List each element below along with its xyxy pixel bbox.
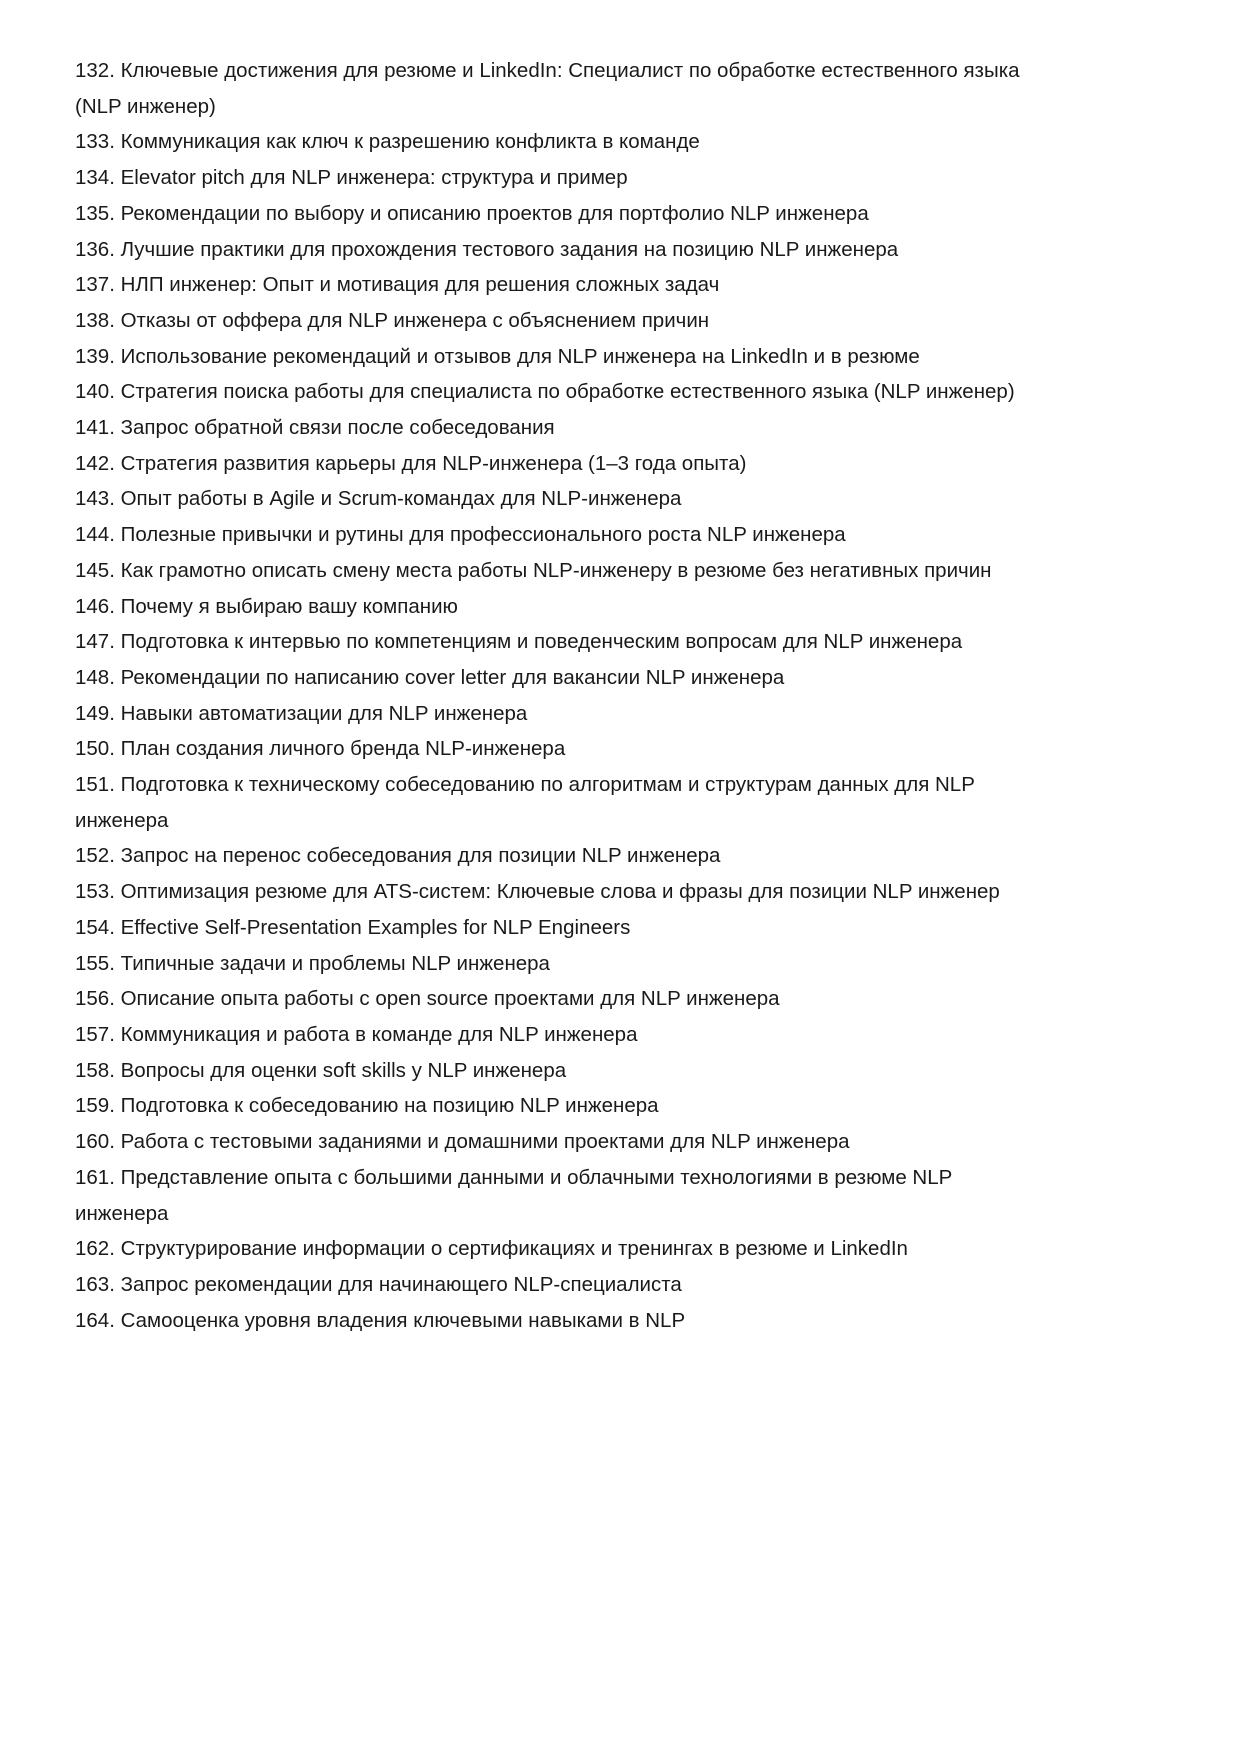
list-item: 139. Использование рекомендаций и отзывов для NLP инженера на LinkedIn и в резюме	[75, 344, 920, 368]
list-item: 136. Лучшие практики для прохождения тестового задания на позицию NLP инженера	[75, 237, 899, 261]
list-item: 135. Рекомендации по выбору и описанию проектов для портфолио NLP инженера	[75, 201, 869, 225]
list-item: 155. Типичные задачи и проблемы NLP инженера	[75, 951, 550, 975]
list-item: 134. Elevator pitch для NLP инженера: структура и пример	[75, 166, 628, 190]
list-item: 149. Навыки автоматизации для NLP инженера	[75, 701, 528, 725]
list-item: 150. План создания личного бренда NLP-инженера	[75, 737, 566, 761]
list-item: 133. Коммуникация как ключ к разрешению конфликта в команде	[75, 130, 700, 154]
list-item: 151. Подготовка к техническому собеседованию по алгоритмам и структурам данных для NLP инженера	[75, 773, 975, 832]
list-item: 152. Запрос на перенос собеседования для позиции NLP инженера	[75, 844, 721, 868]
document-list	[75, 53, 1035, 1338]
list-item: 142. Стратегия развития карьеры для NLP-инженера (1–3 года опыта)	[75, 451, 747, 475]
list-item: 157. Коммуникация и работа в команде для NLP инженера	[75, 1022, 638, 1046]
list-item: 143. Опыт работы в Agile и Scrum-командах для NLP-инженера	[75, 487, 682, 511]
list-item: 158. Вопросы для оценки soft skills у NLP инженера	[75, 1058, 567, 1082]
list-item: 138. Отказы от оффера для NLP инженера с объяснением причин	[75, 308, 710, 332]
list-item: 146. Почему я выбираю вашу компанию	[75, 594, 458, 618]
list-item: 137. НЛП инженер: Опыт и мотивация для решения сложных задач	[75, 273, 720, 297]
list-item: 163. Запрос рекомендации для начинающего NLP-специалиста	[75, 1272, 682, 1296]
list-item: 145. Как грамотно описать смену места работы NLP-инженеру в резюме без негативных причин	[75, 558, 992, 582]
list-item: 160. Работа с тестовыми заданиями и домашними проектами для NLP инженера	[75, 1130, 850, 1154]
list-item: 147. Подготовка к интервью по компетенциям и поведенческим вопросам для NLP инженера	[75, 630, 963, 654]
list-item: 162. Структурирование информации о сертификациях и тренингах в резюме и LinkedIn	[75, 1237, 908, 1261]
list-item: 132. Ключевые достижения для резюме и LinkedIn: Специалист по обработке естественного языка (NLP инженер)	[75, 59, 1020, 118]
list-item: 156. Описание опыта работы с open source проектами для NLP инженера	[75, 987, 780, 1011]
list-item: 154. Effective Self-Presentation Examples for NLP Engineers	[75, 915, 631, 939]
list-item: 159. Подготовка к собеседованию на позицию NLP инженера	[75, 1094, 659, 1118]
list-item: 141. Запрос обратной связи после собеседования	[75, 416, 555, 440]
list-item: 153. Оптимизация резюме для ATS-систем: Ключевые слова и фразы для позиции NLP инженер	[75, 880, 1000, 904]
list-item: 161. Представление опыта с большими данными и облачными технологиями в резюме NLP инженера	[75, 1165, 952, 1225]
list-item: 144. Полезные привычки и рутины для профессионального роста NLP инженера	[75, 523, 846, 547]
list-item: 148. Рекомендации по написанию cover letter для вакансии NLP инженера	[75, 665, 785, 689]
list-item: 140. Стратегия поиска работы для специалиста по обработке естественного языка (NLP инженер)	[75, 380, 1015, 404]
list-item: 164. Самооценка уровня владения ключевыми навыками в NLP	[75, 1308, 686, 1332]
